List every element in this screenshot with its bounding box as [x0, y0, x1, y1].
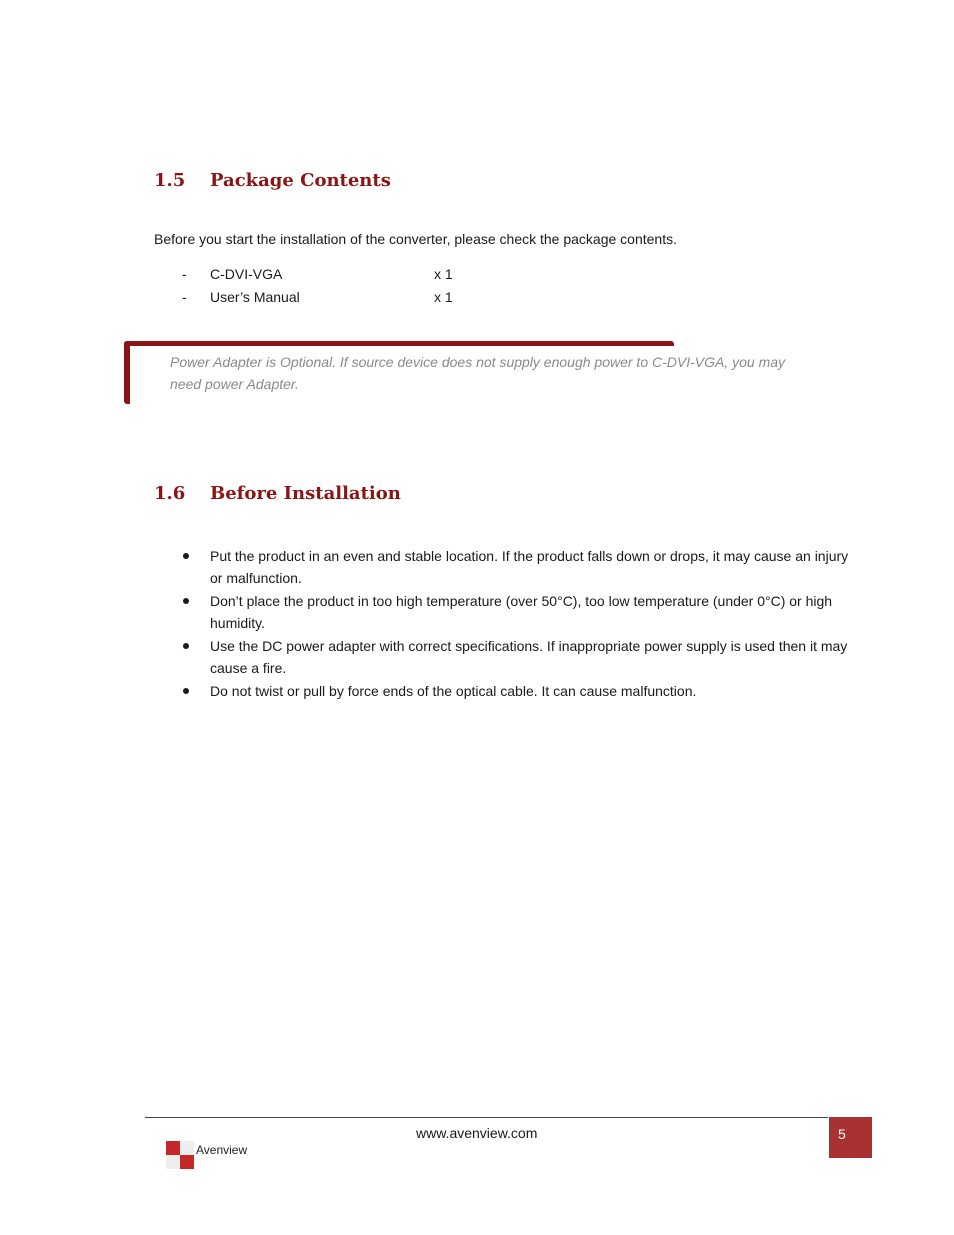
section-title: Package Contents [210, 170, 391, 191]
page-number: 5 [838, 1126, 846, 1142]
logo-square-icon [166, 1141, 180, 1155]
list-item [154, 590, 864, 634]
bullet-dot-icon [183, 553, 189, 559]
package-intro-text: Before you start the installation of the converter, please check the package contents. [154, 231, 677, 247]
section-heading-before-installation [154, 483, 554, 509]
section-title: Before Installation [210, 483, 401, 504]
item-quantity: x 1 [434, 266, 453, 282]
list-item-text: Use the DC power adapter with correct specifications. If inappropriate power supply is used then it may cause a fire. [210, 638, 848, 676]
bullet-dot-icon [183, 688, 189, 694]
footer-divider [145, 1117, 828, 1118]
logo-text: Avenview [196, 1143, 248, 1157]
bullet-dot-icon [183, 598, 189, 604]
section-heading-package-contents [154, 170, 554, 196]
list-item-text: Put the product in an even and stable location. If the product falls down or drops, it may cause an injury or malfunction. [210, 548, 849, 586]
list-item-text: Don’t place the product in too high temperature (over 50°C), too low temperature (under 0°C) or high humidity. [210, 593, 833, 631]
note-text: Power Adapter is Optional. If source device does not supply enough power to C-DVI-VGA, you may need power Adapter. [170, 354, 786, 392]
note-left-border [124, 341, 130, 404]
item-name: User’s Manual [210, 289, 300, 305]
bullet-dot-icon [183, 643, 189, 649]
list-item [154, 635, 864, 679]
page-number-box [829, 1117, 872, 1158]
logo-square-icon [180, 1141, 194, 1155]
note-top-border [124, 341, 674, 346]
item-dash: - [182, 289, 187, 305]
item-quantity: x 1 [434, 289, 453, 305]
avenview-logo [160, 1135, 270, 1180]
logo-square-icon [166, 1155, 180, 1169]
package-item [182, 286, 582, 308]
list-item-text: Do not twist or pull by force ends of the optical cable. It can cause malfunction. [210, 683, 697, 699]
section-number: 1.5 [154, 170, 186, 191]
list-item [154, 545, 864, 589]
item-name: C-DVI-VGA [210, 266, 283, 282]
footer-url[interactable]: www.avenview.com [416, 1125, 538, 1141]
item-dash: - [182, 266, 187, 282]
list-item [154, 680, 864, 702]
package-item [182, 263, 582, 285]
section-number: 1.6 [154, 483, 186, 504]
installation-bullet-list [154, 545, 864, 703]
logo-square-icon [180, 1155, 194, 1169]
